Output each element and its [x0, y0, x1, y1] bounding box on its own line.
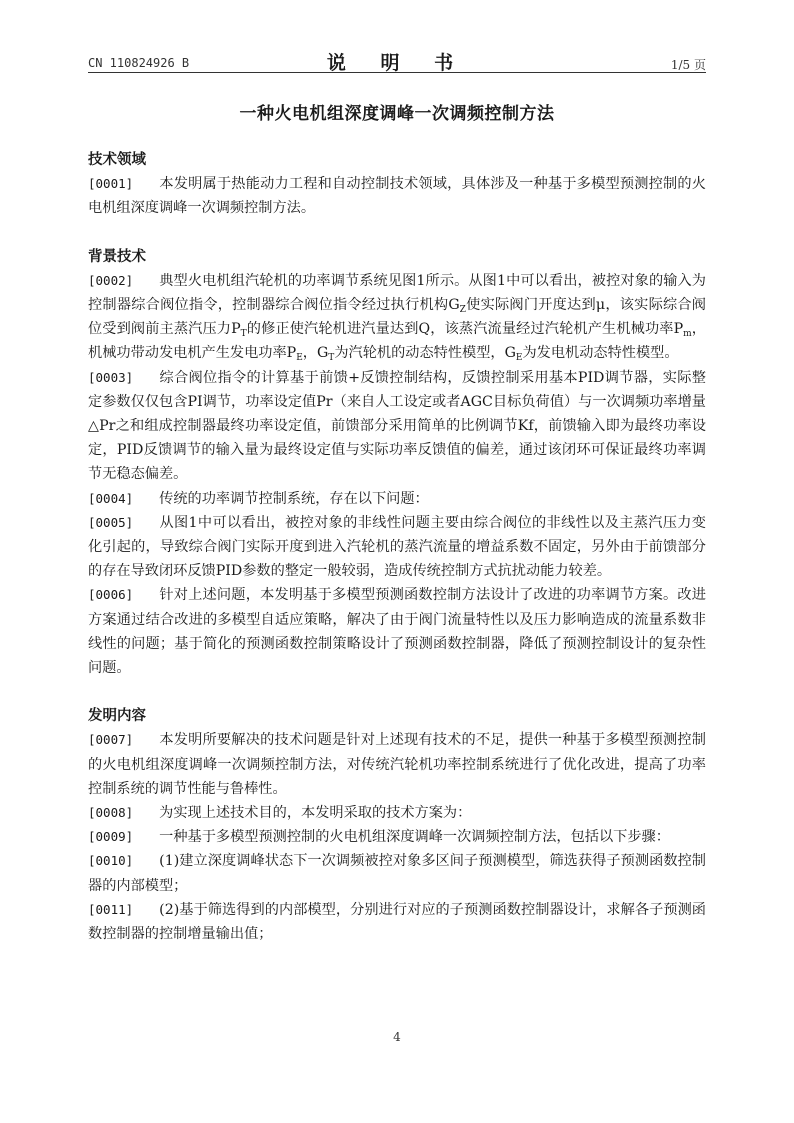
paragraph-number: [0009] — [88, 829, 134, 845]
paragraph-text: 本发明属于热能动力工程和自动控制技术领域，具体涉及一种基于多模型预测控制的火电机组深度调峰一次调频控制方法。 — [88, 176, 706, 217]
subscript: m — [683, 329, 692, 340]
paragraph-number: [0010] — [88, 853, 134, 869]
page-number: 4 — [393, 1030, 401, 1044]
paragraph-text: 的修正使汽轮机进汽量达到Q，该蒸汽流量经过汽轮机产生机械功率P — [246, 321, 684, 338]
page-info: 1/5 页 — [670, 58, 706, 72]
paragraph-text: ，G — [302, 345, 329, 362]
paragraph-text: 针对上述问题，本发明基于多模型预测函数控制方法设计了改进的功率调节方案。改进方案通过结合改进的多模型自适应策略，解决了由于阀门流量特性以及压力影响造成的流量系数非线性的问题；基于简化的预测函数控制策略设计了预测函数控制器，降低了预测控制设计的复杂性问题。 — [88, 587, 706, 677]
paragraph — [88, 366, 706, 487]
paragraph — [88, 801, 706, 825]
paragraph-text: 为实现上述技术目的，本发明采取的技术方案为： — [159, 805, 472, 822]
paragraph-number: [0004] — [88, 490, 134, 506]
header-rule — [88, 72, 706, 73]
subscript: T — [328, 353, 335, 364]
paragraph-text: 一种基于多模型预测控制的火电机组深度调峰一次调频控制方法，包括以下步骤： — [159, 829, 670, 846]
paragraph-text: 为汽轮机的动态特性模型，G — [334, 345, 516, 362]
subscript: T — [240, 329, 247, 340]
document-body — [88, 148, 706, 970]
paragraph — [88, 825, 706, 849]
paragraph — [88, 583, 706, 680]
paragraph-text: 使实际阀门开度达到μ，该实际综合阀位受到阀前主蒸汽压力P — [88, 297, 706, 338]
section — [88, 245, 706, 681]
paragraph — [88, 898, 706, 946]
paragraph-text: 典型火电机组汽轮机的功率调节系统见图1所示。从图1中可以看出，被控对象的输入为控制器综合阀位指令，控制器综合阀位指令经过执行机构G — [88, 272, 706, 314]
paragraph-number: [0006] — [88, 587, 134, 603]
section-heading: 发明内容 — [88, 708, 146, 725]
subscript: E — [296, 353, 303, 364]
paragraph — [88, 728, 706, 801]
paragraph — [88, 849, 706, 897]
paragraph-number: [0008] — [88, 805, 134, 821]
paragraph-number: [0002] — [88, 272, 134, 288]
document-title: 一种火电机组深度调峰一次调频控制方法 — [239, 104, 555, 124]
paragraph-number: [0001] — [88, 176, 134, 192]
paragraph — [88, 511, 706, 584]
paragraph-number: [0011] — [88, 901, 134, 917]
paragraph-number: [0007] — [88, 732, 134, 748]
document-type: 说 明 书 — [326, 52, 468, 74]
paragraph-text: 本发明所要解决的技术问题是针对上述现有技术的不足，提供一种基于多模型预测控制的火电机组深度调峰一次调频控制方法，对传统汽轮机功率控制系统进行了优化改进，提高了功率控制系统的调节性能与鲁棒性。 — [88, 732, 706, 797]
paragraph-number: [0003] — [88, 369, 134, 385]
paragraph — [88, 269, 706, 366]
paragraph — [88, 487, 706, 511]
paragraph-number: [0005] — [88, 514, 134, 530]
paragraph-text: ，机械功带动发电机产生发电功率P — [88, 321, 706, 362]
paragraph — [88, 172, 706, 220]
publication-number: CN 110824926 B — [88, 56, 190, 70]
section-heading: 背景技术 — [88, 248, 146, 265]
paragraph-text: 从图1中可以看出，被控对象的非线性问题主要由综合阀位的非线性以及主蒸汽压力变化引起的，导致综合阀门实际开度到进入汽轮机的蒸汽流量的增益系数不固定，另外由于前馈部分的存在导致闭环反馈PID参数的整定一般较弱，造成传统控制方式抗扰动能力较差。 — [88, 514, 706, 580]
paragraph-text: (2)基于筛选得到的内部模型，分别进行对应的子预测函数控制器设计，求解各子预测函数控制器的控制增量输出值； — [88, 901, 706, 943]
paragraph-text: 综合阀位指令的计算基于前馈+反馈控制结构，反馈控制采用基本PID调节器，实际整定参数仅仅包含PI调节，功率设定值Pr（来自人工设定或者AGC目标负荷值）与一次调频功率增量△Pr之和组成控制器最终功率设定值，前馈部分采用简单的比例调节Kf，前馈输入即为最终功率设定，PID反馈调节的输入量为最终设定值与实际功率反馈值的偏差，通过该闭环可保证最终功率调节无稳态偏差。 — [88, 369, 706, 483]
section — [88, 704, 706, 946]
section-heading: 技术领域 — [88, 152, 146, 168]
section — [88, 148, 706, 221]
page-header — [88, 48, 706, 74]
paragraph-text: 为发电机动态特性模型。 — [522, 345, 679, 362]
paragraph-text: (1)建立深度调峰状态下一次调频被控对象多区间子预测模型，筛选获得子预测函数控制器的内部模型； — [88, 853, 706, 894]
subscript: Z — [459, 305, 466, 316]
subscript: E — [515, 353, 523, 364]
paragraph-text: 传统的功率调节控制系统，存在以下问题： — [159, 490, 429, 507]
